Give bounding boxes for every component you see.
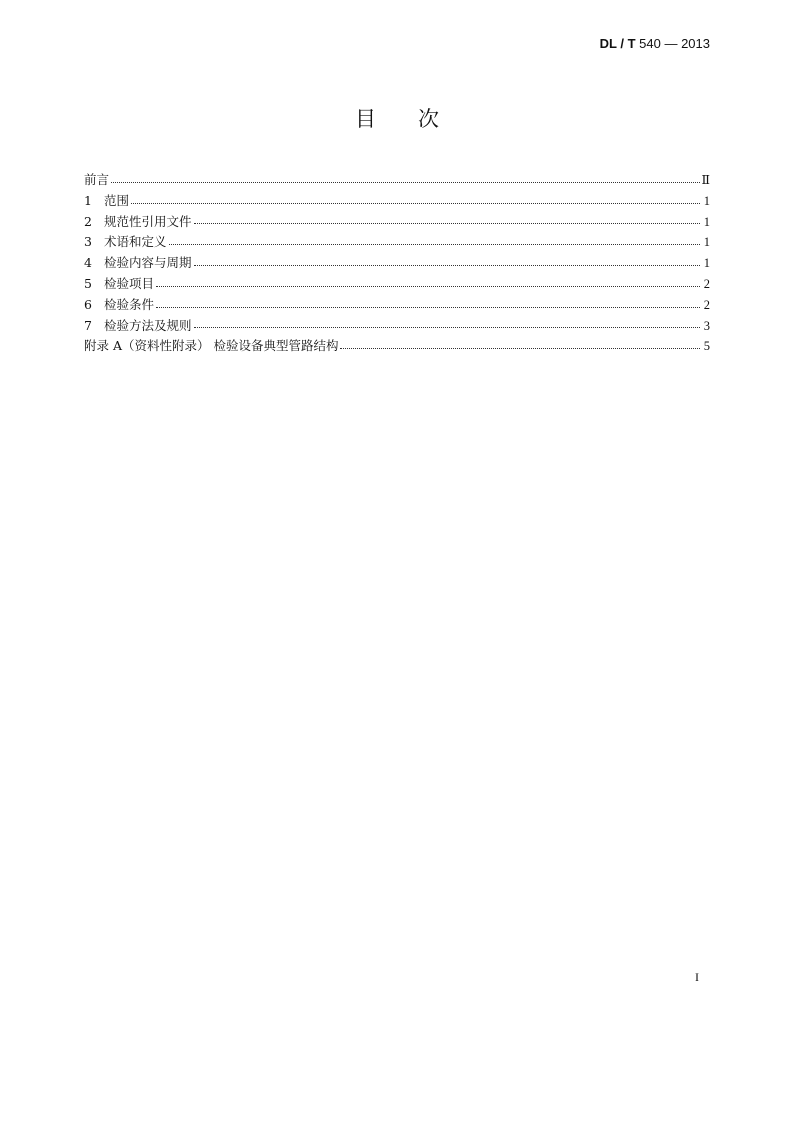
toc-entry-number: 7 — [84, 317, 92, 333]
toc-entry-inspection-methods[interactable] — [84, 316, 710, 337]
toc-entry-page: 1 — [703, 235, 710, 250]
toc-entry-foreword[interactable] — [84, 170, 710, 191]
toc-entry-number: 6 — [84, 296, 92, 312]
page-title: 目次 — [355, 107, 481, 131]
toc-entry-terms-definitions[interactable] — [84, 232, 710, 253]
toc-entry-label: 检验项目 — [104, 275, 155, 291]
toc-leader-dots — [194, 327, 700, 328]
toc-entry-page: 2 — [703, 297, 710, 312]
toc-entry-page: 3 — [703, 318, 710, 333]
page-number: I — [695, 970, 699, 984]
toc-entry-number: 5 — [84, 275, 92, 291]
toc-entry-page: Ⅱ — [701, 173, 710, 187]
toc-entry-number: 4 — [84, 255, 92, 271]
standard-code: DL / T — [599, 36, 636, 51]
toc-entry-label: 规范性引用文件 — [104, 213, 192, 229]
toc-leader-dots — [340, 348, 700, 349]
toc-entry-number: 3 — [84, 234, 92, 250]
toc-entry-number: 2 — [84, 213, 92, 229]
toc-entry-page: 1 — [703, 214, 710, 229]
table-of-contents — [84, 170, 710, 357]
toc-entry-inspection-items[interactable] — [84, 274, 710, 295]
toc-leader-dots — [194, 265, 700, 266]
toc-entry-page: 1 — [703, 256, 710, 271]
toc-leader-dots — [131, 203, 700, 204]
toc-leader-dots — [156, 307, 700, 308]
toc-entry-label: 附录 A（资料性附录） 检验设备典型管路结构 — [84, 338, 339, 354]
toc-entry-label: 前言 — [84, 172, 110, 187]
toc-entry-inspection-conditions[interactable] — [84, 295, 710, 316]
toc-entry-scope[interactable] — [84, 191, 710, 212]
toc-entry-page: 1 — [703, 193, 710, 208]
toc-entry-label: 检验条件 — [104, 296, 155, 312]
toc-entry-number: 1 — [84, 192, 92, 208]
toc-entry-inspection-content-period[interactable] — [84, 253, 710, 274]
toc-leader-dots — [156, 286, 700, 287]
toc-entry-label: 范围 — [104, 192, 130, 208]
toc-entry-normative-references[interactable] — [84, 212, 710, 233]
toc-entry-page: 5 — [703, 339, 710, 354]
toc-leader-dots — [169, 244, 700, 245]
toc-entry-page: 2 — [703, 276, 710, 291]
toc-entry-label: 术语和定义 — [104, 234, 167, 250]
toc-entry-label: 检验内容与周期 — [104, 255, 192, 271]
standard-number — [600, 36, 710, 51]
toc-leader-dots — [194, 223, 700, 224]
standard-year: 540 — 2013 — [639, 36, 710, 51]
toc-entry-label: 检验方法及规则 — [104, 317, 192, 333]
toc-entry-appendix-a[interactable] — [84, 336, 710, 357]
toc-leader-dots — [111, 182, 699, 183]
